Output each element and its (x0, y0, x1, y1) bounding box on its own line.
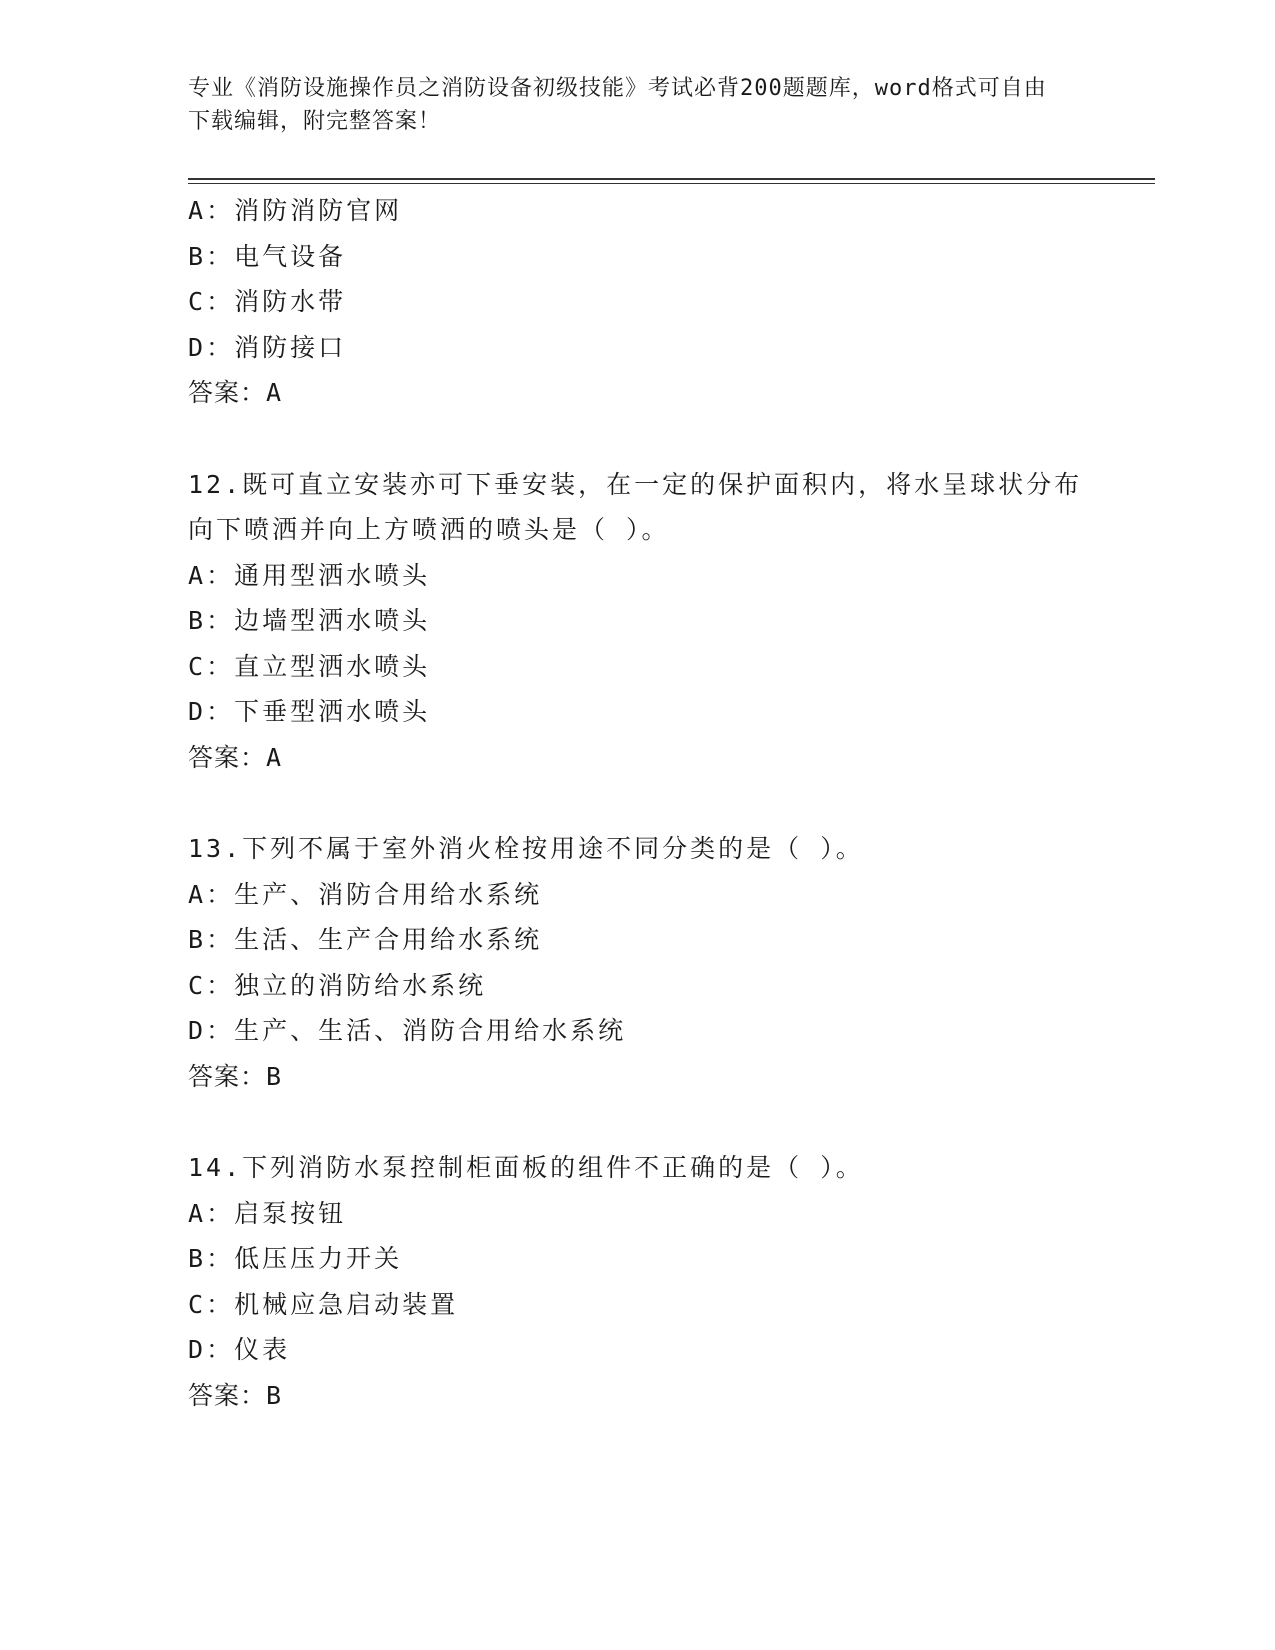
option-text: 消防消防官网 (234, 196, 403, 225)
option-text: 生产、消防合用给水系统 (234, 879, 543, 909)
question-stem: 既可直立安装亦可下垂安装，在一定的保护面积内，将水呈球状分布向下喷洒并向上方喷洒的喷头是（ ）。 (188, 469, 1083, 544)
question-text (188, 826, 1108, 872)
option-line: D：下垂型洒水喷头 (188, 697, 431, 726)
option-key: A (188, 1198, 207, 1228)
option-key: D (188, 332, 207, 362)
question-block-13 (188, 826, 1108, 1099)
option-line: A：生产、消防合用给水系统 (188, 879, 543, 909)
question-text (188, 462, 1108, 553)
option-key: C (188, 1289, 207, 1319)
answer-label: 答案： (188, 1061, 267, 1091)
answer-value: B (266, 1061, 283, 1091)
answer-label: 答案： (188, 742, 267, 772)
option-key: A (188, 560, 207, 590)
question-block-14 (188, 1145, 1108, 1418)
document-header: 专业《消防设施操作员之消防设备初级技能》考试必背200题题库，word格式可自由下载编辑，附完整答案！ (188, 76, 1047, 134)
option-text: 下垂型洒水喷头 (234, 697, 431, 726)
option-key: C (188, 651, 207, 681)
option-text: 机械应急启动装置 (234, 1289, 459, 1319)
answer-line (188, 1054, 1108, 1100)
option-key: C (188, 970, 207, 1000)
answer-value: A (266, 742, 283, 772)
question-stem: 下列消防水泵控制柜面板的组件不正确的是（ ）。 (242, 1153, 864, 1182)
option-line: C：消防水带 (188, 287, 347, 316)
option-text: 消防接口 (234, 332, 347, 362)
question-block-partial (188, 188, 1108, 416)
option-line: B：生活、生产合用给水系统 (188, 925, 543, 954)
option-line: D：仪表 (188, 1335, 291, 1364)
question-list (188, 188, 1108, 1418)
option-line: C：独立的消防给水系统 (188, 970, 487, 1000)
answer-label: 答案： (188, 1380, 267, 1410)
option-key: D (188, 1335, 207, 1364)
option-line: C：机械应急启动装置 (188, 1289, 459, 1319)
option-key: B (188, 1244, 207, 1273)
option-text: 消防水带 (234, 287, 347, 316)
answer-line (188, 1373, 1108, 1419)
question-stem: 下列不属于室外消火栓按用途不同分类的是（ ）。 (242, 834, 864, 863)
option-text: 电气设备 (234, 241, 347, 271)
answer-label: 答案： (188, 378, 267, 407)
question-number: 13. (188, 834, 243, 863)
option-text: 仪表 (234, 1335, 291, 1364)
option-key: B (188, 925, 207, 954)
option-key: B (188, 241, 207, 271)
option-text: 生产、生活、消防合用给水系统 (234, 1016, 627, 1045)
option-line: D：消防接口 (188, 332, 347, 362)
option-text: 边墙型洒水喷头 (234, 606, 431, 635)
option-text: 通用型洒水喷头 (234, 560, 431, 590)
option-text: 启泵按钮 (234, 1198, 347, 1228)
option-text: 直立型洒水喷头 (234, 651, 431, 681)
question-text (188, 1145, 1108, 1191)
question-number: 14. (188, 1153, 243, 1182)
option-line: B：低压压力开关 (188, 1244, 403, 1273)
option-text: 低压压力开关 (234, 1244, 403, 1273)
option-line: B：电气设备 (188, 241, 347, 271)
option-line: C：直立型洒水喷头 (188, 651, 431, 681)
option-text: 生活、生产合用给水系统 (234, 925, 543, 954)
option-line: D：生产、生活、消防合用给水系统 (188, 1016, 627, 1045)
option-key: A (188, 879, 207, 909)
option-key: D (188, 697, 207, 726)
answer-line (188, 370, 1108, 416)
answer-line (188, 735, 1108, 781)
option-key: D (188, 1016, 207, 1045)
option-line: A：通用型洒水喷头 (188, 560, 431, 590)
question-number: 12. (188, 469, 243, 499)
option-line: A：消防消防官网 (188, 196, 403, 225)
option-key: C (188, 287, 207, 316)
option-line: A：启泵按钮 (188, 1198, 347, 1228)
answer-value: A (266, 378, 283, 407)
header-divider (188, 178, 1155, 184)
option-line: B：边墙型洒水喷头 (188, 606, 431, 635)
option-key: B (188, 606, 207, 635)
option-text: 独立的消防给水系统 (234, 970, 487, 1000)
question-block-12 (188, 462, 1108, 781)
option-key: A (188, 196, 207, 225)
answer-value: B (266, 1380, 283, 1410)
